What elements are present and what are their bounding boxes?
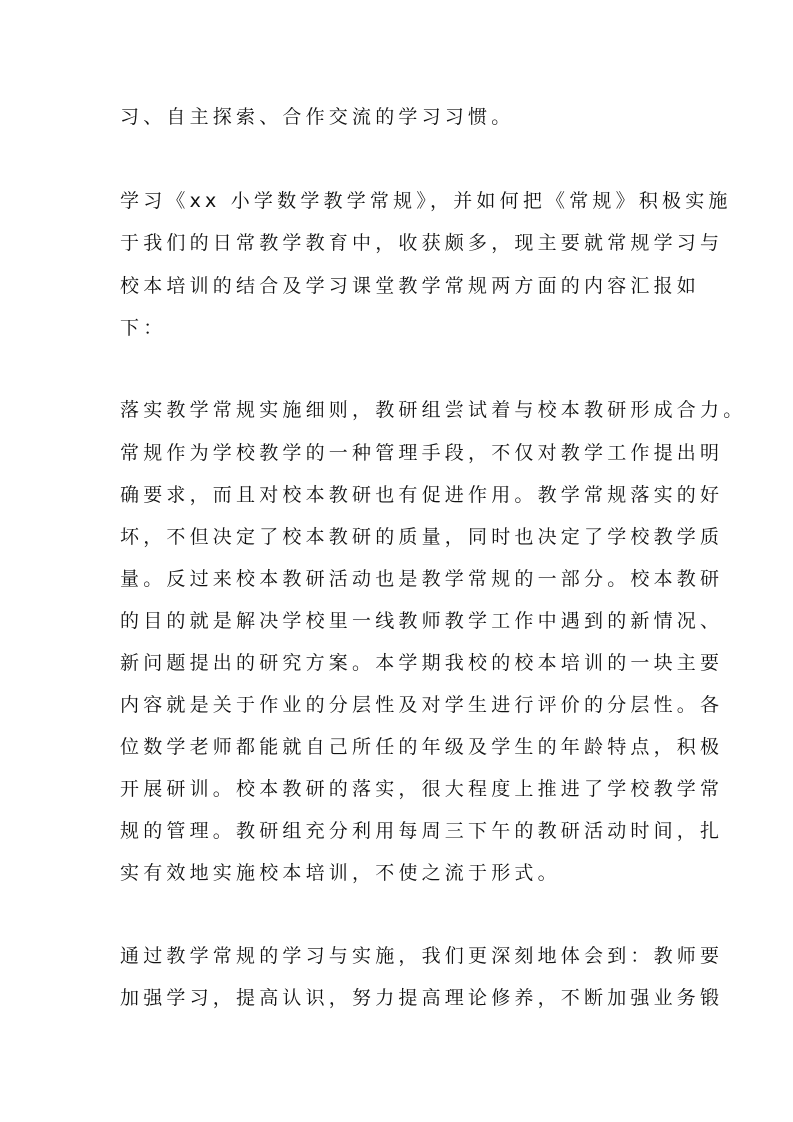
- paragraph-3-line-8: 内容就是关于作业的分层性及对学生进行评价的分层性。各: [120, 694, 724, 716]
- paragraph-3-line-4: 坏，不但决定了校本教研的质量，同时也决定了学校教学质: [120, 526, 724, 548]
- paragraph-3-line-10: 开展研训。校本教研的落实，很大程度上推进了学校教学常: [120, 778, 724, 800]
- paragraph-3-line-2: 常规作为学校教学的一种管理手段，不仅对教学工作提出明: [120, 442, 724, 464]
- paragraph-4-line-2: 加强学习，提高认识，努力提高理论修养，不断加强业务锻: [120, 987, 724, 1009]
- paragraph-2-line-2: 于我们的日常教学教育中，收获颇多，现主要就常规学习与: [120, 232, 724, 254]
- paragraph-2-line-1: 学习《xx 小学数学教学常规》，并如何把《常规》积极实施: [120, 190, 732, 212]
- paragraph-2-line-4: 下：: [120, 317, 167, 339]
- paragraph-4-line-1: 通过教学常规的学习与实施，我们更深刻地体会到：教师要: [120, 945, 724, 967]
- paragraph-3-line-11: 规的管理。教研组充分利用每周三下午的教研活动时间，扎: [120, 820, 724, 842]
- paragraph-3-line-3: 确要求，而且对校本教研也有促进作用。教学常规落实的好: [120, 484, 724, 506]
- paragraph-3-line-9: 位数学老师都能就自己所任的年级及学生的年龄特点，积极: [120, 736, 724, 758]
- paragraph-2-line-3: 校本培训的结合及学习课堂教学常规两方面的内容汇报如: [120, 275, 701, 297]
- paragraph-3-line-6: 的目的就是解决学校里一线教师教学工作中遇到的新情况、: [120, 610, 724, 632]
- paragraph-3-line-1: 落实教学常规实施细则，教研组尝试着与校本教研形成合力。: [120, 399, 747, 421]
- paragraph-3-line-7: 新问题提出的研究方案。本学期我校的校本培训的一块主要: [120, 652, 724, 674]
- paragraph-1-line-1: 习、自主探索、合作交流的学习习惯。: [120, 106, 515, 128]
- paragraph-3-line-12: 实有效地实施校本培训，不使之流于形式。: [120, 862, 561, 884]
- paragraph-3-line-5: 量。反过来校本教研活动也是教学常规的一部分。校本教研: [120, 568, 724, 590]
